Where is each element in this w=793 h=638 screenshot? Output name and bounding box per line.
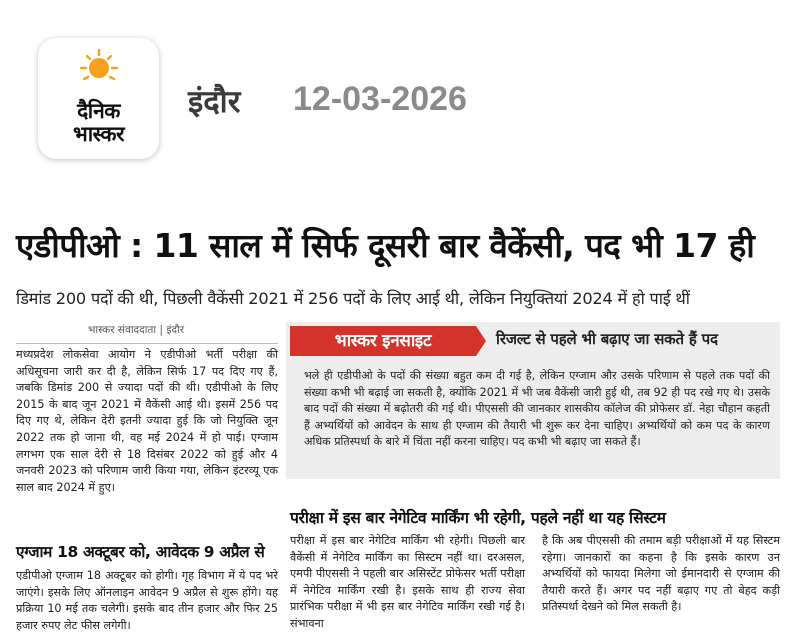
article-column-2: परीक्षा में इस बार नेगेटिव मार्किंग भी रहेगी। पिछली बार वैकेंसी में नेगेटिव मार्किंग का सिस्टम नहीं था। दरअसल, एमपी पीएससी ने पहली बार असिस्टेंट प्रोफेसर भर्ती परीक्षा में नेगेटिव मार्किंग रखी है। इसके साथ ही राज्य सेवा प्रारंभिक परीक्षा में भी इस बार नेगेटिव मार्किंग रखी गई है। संभावना [290, 534, 525, 630]
sun-icon [80, 48, 118, 88]
article-subheadline: डिमांड 200 पदों की थी, पिछली वैकेंसी 2021 में 256 पदों के लिए आई थी, लेकिन नियुक्तियां 2024 में हो पाई थीं [16, 289, 690, 308]
dainik-bhaskar-logo[interactable] [38, 38, 159, 159]
edition-city: इंदौर [188, 84, 241, 120]
insight-banner-arrow [476, 326, 486, 356]
exam-paragraph: एडीपीओ एग्जाम 18 अक्टूबर को होगी। गृह विभाग में ये पद भरे जाएंगे। इसके लिए ऑनलाइन आवेदन 9 अप्रैल से शुरू होंगे। यह प्रक्रिया 10 मई तक चलेगी। इसके बाद तीन हजार और फिर 25 हजार रुपए लेट फीस लगेगी। [16, 569, 278, 632]
divider [16, 343, 278, 344]
logo-text-dainik: दैनिक [77, 99, 120, 123]
article-byline: भास्कर संवाददाता | इंदौर [88, 324, 185, 336]
edition-date: 12-03-2026 [293, 80, 467, 118]
logo-text-bhaskar: भास्कर [72, 122, 125, 146]
article-headline: एडीपीओ : 11 साल में सिर्फ दूसरी बार वैकेंसी, पद भी 17 ही [16, 226, 755, 265]
negative-marking-subheading: परीक्षा में इस बार नेगेटिव मार्किंग भी रहेगी, पहले नहीं था यह सिस्टम [290, 509, 666, 527]
exam-subheading: एग्जाम 18 अक्टूबर को, आवेदक 9 अप्रैल से [16, 543, 265, 561]
article-column-1: मध्यप्रदेश लोकसेवा आयोग ने एडीपीओ भर्ती परीक्षा की अधिसूचना जारी कर दी है, लेकिन सिर्फ 17 पद दिए गए हैं, जबकि डिमांड 200 से ज्यादा पदों की थी। एडीपीओ के लिए 2015 के बाद जून 2021 में वैकेंसी आई थी। इसमें 256 पद दिए गए थे, लेकिन देरी इतनी ज्यादा हुई कि जो नियुक्ति जून 2022 तक हो जाना थी, वह मई 2024 में हो पाई। एग्जाम लगभग एक साल देरी से 18 दिसंबर 2022 को हुई और 4 जनवरी 2023 को परिणाम जारी किया गया, लेकिन इंटरव्यू एक साल बाद 2024 में हुए। [16, 348, 278, 494]
insight-paragraph: भले ही एडीपीओ के पदों की संख्या बहुत कम दी गई है, लेकिन एग्जाम और उसके परिणाम से पहले तक पदों की संख्या कभी भी बढ़ाई जा सकती है, क्योंकि 2021 में भी जब वैकेंसी जारी हुई थी, तब 92 ही पद रखे गए थे। उसके बाद पदों की संख्या में बढ़ोतरी की गई थी। पीएससी की जानकार शासकीय कॉलेज की प्रोफेसर डॉ. नेहा चौहान कहती हैं अभ्यर्थियों को आवेदन के साथ ही एग्जाम की तैयारी भी शुरू कर देना चाहिए। अभ्यर्थियों को कम पद के कारण अधिक प्रतिस्पर्धा के बारे में चिंता नहीं करना चाहिए। पद कभी भी बढ़ाए जा सकते हैं। [304, 369, 770, 449]
article-column-3: है कि अब पीएससी की तमाम बड़ी परीक्षाओं में यह सिस्टम रहेगा। जानकारों का कहना है कि इसके कारण उन अभ्यर्थियों को फायदा मिलेगा जो ईमानदारी से एग्जाम की तैयारी करते हैं। अगर पद नहीं बढ़ाए गए तो बेहद कड़ी प्रतिस्पर्धा देखने को मिल सकती है। [542, 534, 780, 614]
insight-heading: रिजल्ट से पहले भी बढ़ाए जा सकते हैं पद [496, 330, 718, 348]
insight-banner: भास्कर इनसाइट [290, 326, 476, 356]
